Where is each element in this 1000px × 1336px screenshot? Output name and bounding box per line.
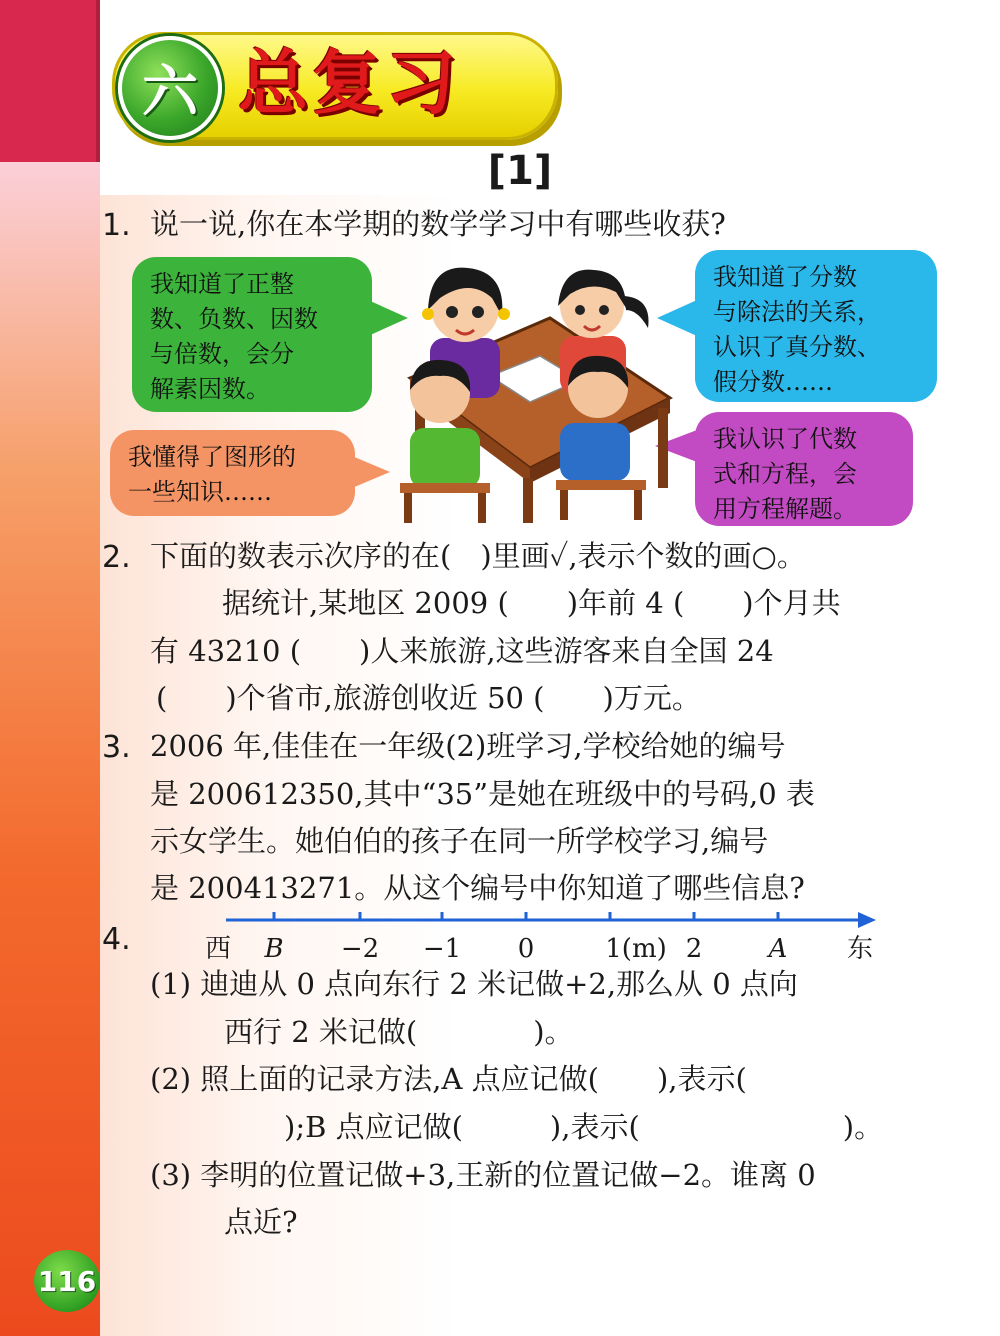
- bubble-green-line: 与倍数，会分: [150, 340, 294, 368]
- q3-line: 2006 年,佳佳在一年级(2)班学习,学校给她的编号: [150, 729, 786, 763]
- side-color-strip: [0, 0, 100, 1336]
- bubble-blue-line: 假分数……: [713, 368, 833, 396]
- chapter-title: 总复习: [238, 42, 460, 124]
- q1-question: 说一说,你在本学期的数学学习中有哪些收获?: [150, 207, 726, 241]
- number-line-east-label: 东: [846, 934, 874, 964]
- number-line-point-a: A: [768, 934, 788, 964]
- bubble-purple: [695, 412, 913, 526]
- q4-line: (1) 迪迪从 0 点向东行 2 米记做+2,那么从 0 点向: [150, 967, 798, 1001]
- bubble-green: [132, 257, 372, 412]
- q4-line: (3) 李明的位置记做+3,王新的位置记做−2。谁离 0: [150, 1158, 816, 1192]
- q2-line: ( )个省市,旅游创收近 50 ( )万元。: [156, 681, 701, 715]
- bubble-blue-line: 与除法的关系，: [713, 298, 881, 326]
- number-line-point-b: B: [264, 934, 284, 964]
- q4-line: );B 点应记做( ),表示( )。: [226, 1110, 884, 1144]
- bubble-purple-line: 我认识了代数: [713, 425, 857, 453]
- bubble-purple-line: 式和方程，会: [713, 460, 857, 488]
- q3-line: 是 200612350,其中“35”是她在班级中的号码,0 表: [150, 777, 815, 811]
- number-line-label: 0: [517, 934, 535, 964]
- side-red-tab: [0, 0, 96, 162]
- page-number: 116: [34, 1250, 100, 1312]
- q4-line: 西行 2 米记做( )。: [224, 1015, 574, 1049]
- q4-line: (2) 照上面的记录方法,A 点应记做( ),表示(: [150, 1062, 747, 1096]
- number-line-west-label: 西: [204, 934, 232, 964]
- bubble-green-line: 数、负数、因数: [150, 305, 318, 333]
- bubble-orange: [110, 430, 355, 516]
- chapter-badge: 六: [118, 36, 222, 140]
- number-line-label: 1(m): [605, 934, 667, 964]
- q3-number: 3.: [102, 730, 131, 765]
- q4-line: 点近?: [224, 1205, 298, 1239]
- bubble-orange-line: 我懂得了图形的: [128, 443, 296, 471]
- q1-number: 1.: [102, 208, 131, 243]
- q3-line: 是 200413271。从这个编号中你知道了哪些信息?: [150, 871, 805, 905]
- bubble-purple-line: 用方程解题。: [713, 495, 857, 523]
- number-line: [204, 906, 888, 966]
- bubble-green-line: 解素因数。: [150, 375, 270, 403]
- number-line-label: −1: [422, 934, 462, 964]
- number-line-label: 2: [685, 934, 703, 964]
- children-at-table-illustration: [380, 258, 680, 528]
- lesson-number: [1]: [487, 148, 553, 194]
- q3-line: 示女学生。她伯伯的孩子在同一所学校学习,编号: [150, 824, 769, 858]
- bubble-blue: [695, 250, 937, 402]
- q2-number: 2.: [102, 540, 131, 575]
- bubble-blue-line: 认识了真分数、: [713, 333, 881, 361]
- bubble-orange-line: 一些知识……: [128, 478, 272, 506]
- number-line-axis: [208, 906, 888, 936]
- q2-line: 有 43210 ( )人来旅游,这些游客来自全国 24: [150, 634, 774, 668]
- bubble-green-line: 我知道了正整: [150, 270, 294, 298]
- q2-line: 据统计,某地区 2009 ( )年前 4 ( )个月共: [222, 586, 841, 620]
- number-line-label: −2: [340, 934, 380, 964]
- q4-number: 4.: [102, 922, 131, 957]
- bubble-blue-line: 我知道了分数: [713, 263, 857, 291]
- q2-line: 下面的数表示次序的在( )里画✓,表示个数的画○。: [150, 539, 806, 573]
